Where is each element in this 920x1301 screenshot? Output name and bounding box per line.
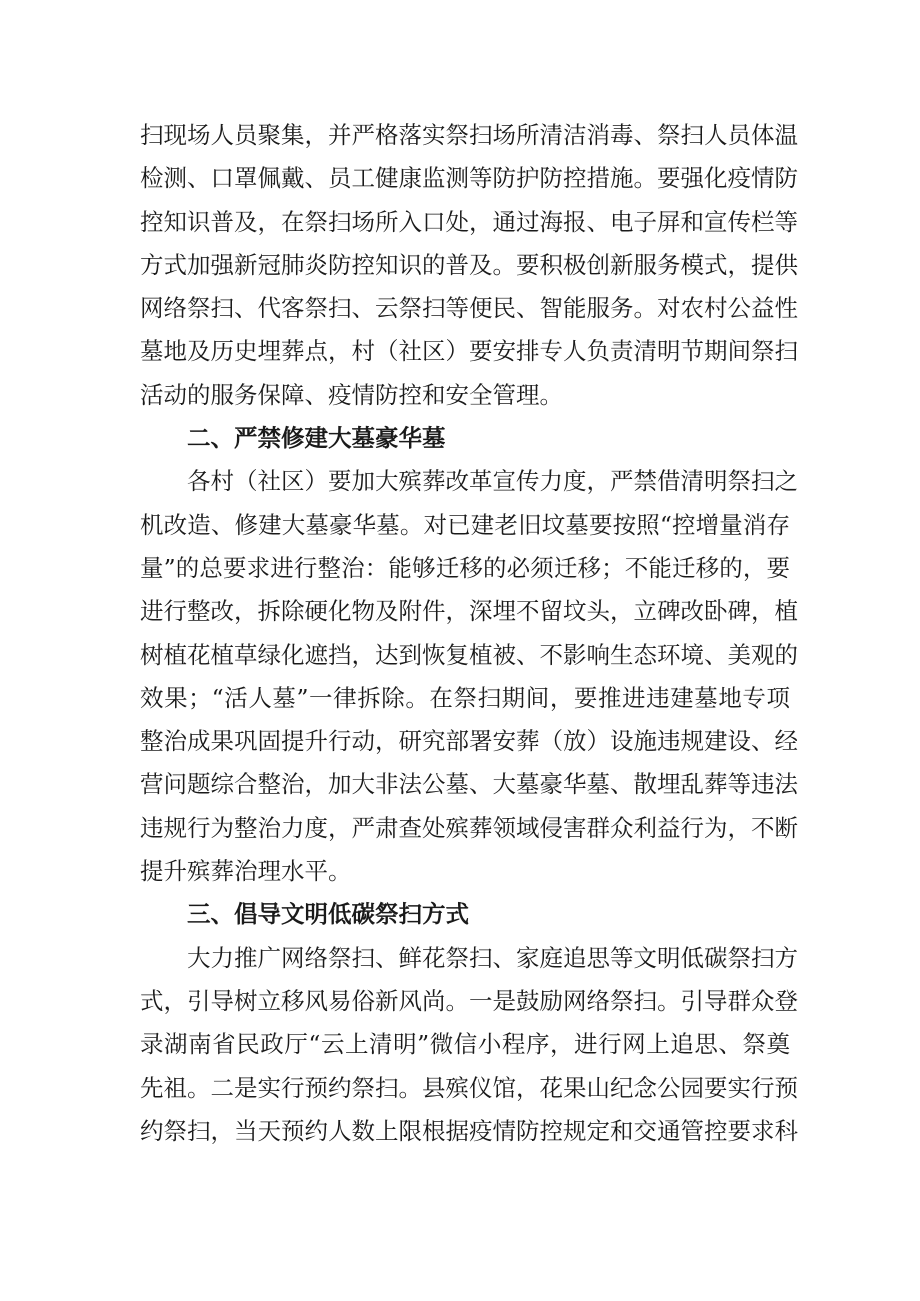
paragraph-line: 机改造、修建大墓豪华墓。对已建老旧坟墓要按照“控增量消存 xyxy=(140,510,790,539)
paragraph-line: 检测、口罩佩戴、员工健康监测等防护防控措施。要强化疫情防 xyxy=(140,164,798,193)
paragraph-line: 违规行为整治力度，严肃查处殡葬领域侵害群众利益行为，不断 xyxy=(140,813,798,842)
paragraph-line: 效果；“活人墓”一律拆除。在祭扫期间，要推进违建墓地专项 xyxy=(140,683,790,712)
paragraph-3 xyxy=(140,937,798,1153)
paragraph-line: 进行整改，拆除硬化物及附件，深埋不留坟头，立碑改卧碑，植 xyxy=(140,597,798,626)
paragraph-line: 活动的服务保障、疫情防控和安全管理。 xyxy=(140,380,563,409)
paragraph-line: 大力推广网络祭扫、鲜花祭扫、家庭追思等文明低碳祭扫方 xyxy=(140,943,798,972)
paragraph-line: 先祖。二是实行预约祭扫。县殡仪馆，花果山纪念公园要实行预 xyxy=(140,1073,798,1102)
paragraph-line: 扫现场人员聚集，并严格落实祭扫场所清洁消毒、祭扫人员体温 xyxy=(140,121,798,149)
paragraph-line: 整治成果巩固提升行动，研究部署安葬（放）设施违规建设、经 xyxy=(140,727,798,756)
section-heading-2: 二、严禁修建大墓豪华墓 xyxy=(187,424,446,453)
section-heading-3: 三、倡导文明低碳祭扫方式 xyxy=(187,900,469,929)
paragraph-1 xyxy=(140,114,798,417)
paragraph-line: 网络祭扫、代客祭扫、云祭扫等便民、智能服务。对农村公益性 xyxy=(140,294,798,323)
paragraph-line: 量”的总要求进行整治：能够迁移的必须迁移；不能迁移的，要 xyxy=(140,553,790,582)
paragraph-line: 约祭扫，当天预约人数上限根据疫情防控规定和交通管控要求科 xyxy=(140,1116,798,1145)
paragraph-line: 录湖南省民政厅“云上清明”微信小程序，进行网上追思、祭奠 xyxy=(140,1030,790,1059)
paragraph-line: 式，引导树立移风易俗新风尚。一是鼓励网络祭扫。引导群众登 xyxy=(140,986,798,1015)
paragraph-line: 控知识普及，在祭扫场所入口处，通过海报、电子屏和宣传栏等 xyxy=(140,207,798,236)
paragraph-line: 方式加强新冠肺炎防控知识的普及。要积极创新服务模式，提供 xyxy=(140,250,798,279)
document-body xyxy=(140,114,798,1153)
paragraph-line: 各村（社区）要加大殡葬改革宣传力度，严禁借清明祭扫之 xyxy=(140,467,798,496)
paragraph-line: 营问题综合整治，加大非法公墓、大墓豪华墓、散埋乱葬等违法 xyxy=(140,770,798,799)
paragraph-line: 树植花植草绿化遮挡，达到恢复植被、不影响生态环境、美观的 xyxy=(140,640,798,669)
paragraph-2 xyxy=(140,460,798,893)
paragraph-line: 墓地及历史埋葬点，村（社区）要安排专人负责清明节期间祭扫 xyxy=(140,337,798,366)
paragraph-line: 提升殡葬治理水平。 xyxy=(140,857,352,886)
